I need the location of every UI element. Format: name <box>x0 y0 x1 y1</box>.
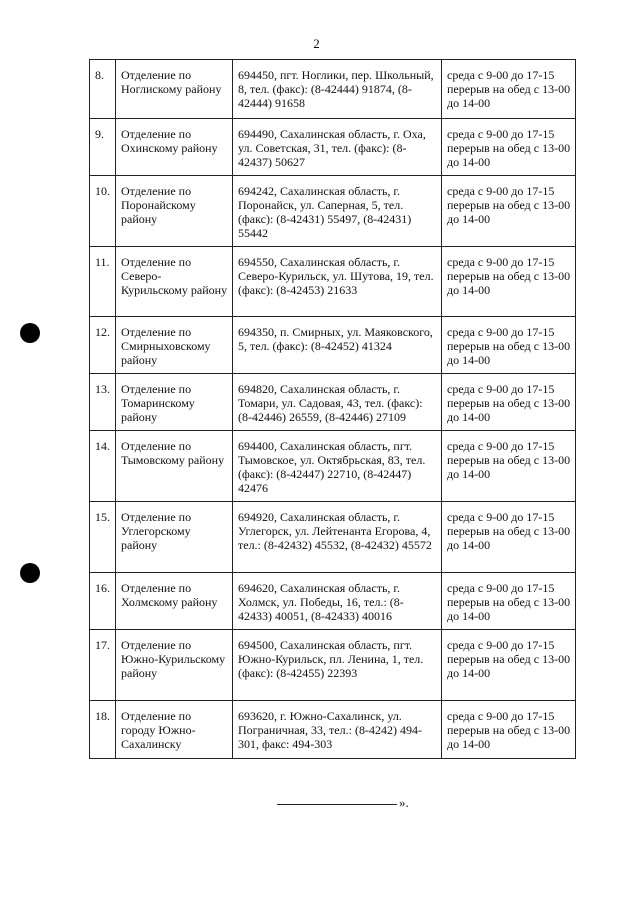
row-number: 13. <box>90 374 116 431</box>
office-address: 694350, п. Смирных, ул. Маяковского, 5, тел. (факс): (8-42452) 41324 <box>233 317 442 374</box>
office-hours: среда с 9-00 до 17-15 перерыв на обед с 13-00 до 14-00 <box>442 119 576 176</box>
office-name: Отделение по Северо-Курильскому району <box>116 247 233 317</box>
office-address: 694400, Сахалинская область, пгт. Тымовское, ул. Октябрьская, 83, тел. (факс): (8-42447) 22710, (8-42447) 42476 <box>233 431 442 502</box>
office-hours: среда с 9-00 до 17-15 перерыв на обед с 13-00 до 14-00 <box>442 247 576 317</box>
office-name: Отделение по Холмскому району <box>116 573 233 630</box>
office-name: Отделение по Смирныховскому району <box>116 317 233 374</box>
table-row <box>90 247 576 317</box>
punch-hole <box>20 563 40 583</box>
office-hours: среда с 9-00 до 17-15 перерыв на обед с 13-00 до 14-00 <box>442 60 576 119</box>
office-address: 694820, Сахалинская область, г. Томари, ул. Садовая, 43, тел. (факс): (8-42446) 26559, (8-42446) 27109 <box>233 374 442 431</box>
office-hours: среда с 9-00 до 17-15 перерыв на обед с 13-00 до 14-00 <box>442 176 576 247</box>
office-hours: среда с 9-00 до 17-15 перерыв на обед с 13-00 до 14-00 <box>442 573 576 630</box>
office-name: Отделение по Углегорскому району <box>116 502 233 573</box>
office-hours: среда с 9-00 до 17-15 перерыв на обед с 13-00 до 14-00 <box>442 317 576 374</box>
row-number: 10. <box>90 176 116 247</box>
office-address: 694490, Сахалинская область, г. Оха, ул. Советская, 31, тел. (факс): (8-42437) 50627 <box>233 119 442 176</box>
office-address: 694550, Сахалинская область, г. Северо-Курильск, ул. Шутова, 19, тел. (факс): (8-42453) 21633 <box>233 247 442 317</box>
office-hours: среда с 9-00 до 17-15 перерыв на обед с 13-00 до 14-00 <box>442 374 576 431</box>
office-hours: среда с 9-00 до 17-15 перерыв на обед с 13-00 до 14-00 <box>442 630 576 701</box>
table-row <box>90 630 576 701</box>
row-number: 15. <box>90 502 116 573</box>
table-row <box>90 119 576 176</box>
offices-table <box>89 59 576 759</box>
office-address: 694500, Сахалинская область, пгт. Южно-Курильск, пл. Ленина, 1, тел. (факс): (8-42455) 22393 <box>233 630 442 701</box>
row-number: 12. <box>90 317 116 374</box>
table-row <box>90 701 576 759</box>
office-name: Отделение по Охинскому району <box>116 119 233 176</box>
office-name: Отделение по Поронайскому району <box>116 176 233 247</box>
office-hours: среда с 9-00 до 17-15 перерыв на обед с 13-00 до 14-00 <box>442 502 576 573</box>
office-name: Отделение по Ноглискому району <box>116 60 233 119</box>
table-row <box>90 317 576 374</box>
office-address: 694920, Сахалинская область, г. Углегорск, ул. Лейтенанта Егорова, 4, тел.: (8-42432) 45532, (8-42432) 45572 <box>233 502 442 573</box>
signature-line <box>277 804 397 805</box>
office-name: Отделение по городу Южно-Сахалинску <box>116 701 233 759</box>
table-row <box>90 431 576 502</box>
office-name: Отделение по Южно-Курильскому району <box>116 630 233 701</box>
office-address: 694620, Сахалинская область, г. Холмск, ул. Победы, 16, тел.: (8-42433) 40051, (8-42433) 40016 <box>233 573 442 630</box>
row-number: 11. <box>90 247 116 317</box>
table-row <box>90 176 576 247</box>
office-address: 694450, пгт. Ноглики, пер. Школьный, 8, тел. (факс): (8-42444) 91874, (8-42444) 91658 <box>233 60 442 119</box>
offices-table-body <box>90 60 576 759</box>
table-row <box>90 573 576 630</box>
office-name: Отделение по Томаринскому району <box>116 374 233 431</box>
office-address: 693620, г. Южно-Сахалинск, ул. Пограничная, 33, тел.: (8-4242) 494-301, факс: 494-303 <box>233 701 442 759</box>
table-row <box>90 502 576 573</box>
row-number: 18. <box>90 701 116 759</box>
office-name: Отделение по Тымовскому району <box>116 431 233 502</box>
office-hours: среда с 9-00 до 17-15 перерыв на обед с 13-00 до 14-00 <box>442 431 576 502</box>
row-number: 16. <box>90 573 116 630</box>
row-number: 8. <box>90 60 116 119</box>
closing-text: ». <box>399 795 409 810</box>
row-number: 17. <box>90 630 116 701</box>
row-number: 14. <box>90 431 116 502</box>
table-row <box>90 60 576 119</box>
punch-hole <box>20 323 40 343</box>
office-hours: среда с 9-00 до 17-15 перерыв на обед с 13-00 до 14-00 <box>442 701 576 759</box>
row-number: 9. <box>90 119 116 176</box>
page-number: 2 <box>313 36 320 51</box>
office-address: 694242, Сахалинская область, г. Поронайск, ул. Саперная, 5, тел. (факс): (8-42431) 55497, (8-42431) 55442 <box>233 176 442 247</box>
table-row <box>90 374 576 431</box>
